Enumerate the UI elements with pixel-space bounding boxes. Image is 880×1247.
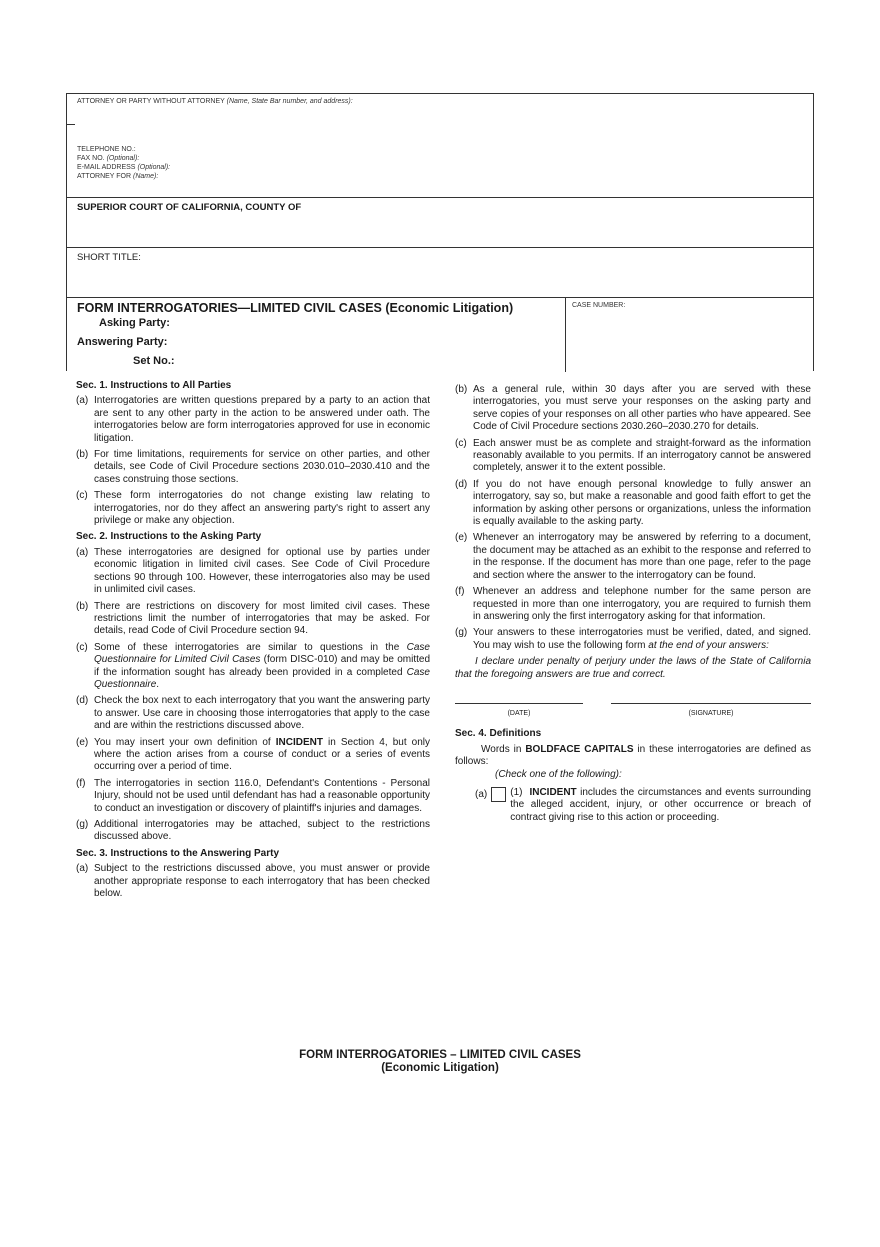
instruction-item [455,586,811,623]
instruction-item [455,627,811,652]
text-run: at the end of your answers: [648,639,769,651]
instruction-item [76,395,430,445]
item-text [473,586,811,623]
instruction-item [76,601,430,638]
item-label: (b) [455,384,468,395]
telephone-field[interactable]: TELEPHONE NO.: [77,146,136,153]
text-run: Some of these interrogatories are similar to questions in the [94,641,407,653]
set-no-field[interactable]: Set No.: [133,355,175,367]
attorney-label [77,97,353,106]
instruction-item [455,438,811,475]
section-4-heading: Sec. 4. Definitions [455,728,542,740]
instruction-item [76,695,430,732]
text-run: Additional interrogatories may be attached, subject to the restrictions discussed above. [94,819,430,843]
definition-a-label: (a) [475,789,488,801]
text-run: (form DISC-010) and may be omitted if the information sought has already been provided in a completed [94,654,431,678]
attorney-for-hint: (Name): [133,173,159,180]
definition-a-checkbox[interactable] [491,787,506,802]
text-run: As a general rule, within 30 days after you are served with these interrogatories, you must serve your responses on the asking party and serve copies of your responses on all other parties who have appeared. See Code of Civil Procedure sections 2030.260–2030.270 for details. [473,384,811,433]
definition-a-body [510,787,811,824]
text-run: These interrogatories are designed for optional use by parties under economic litigation in limited civil cases. See Code of Civil Procedure sections 90 through 100. However, these interrogatories also may be used in unlimited civil cases. [94,546,430,596]
instruction-item [76,490,430,527]
page-footer-title [0,1049,880,1075]
definition-a-term: INCIDENT [529,786,577,798]
declaration-text: I declare under penalty of perjury under the laws of the State of California that the foregoing answers are true and correct. [455,656,811,680]
text-run: Interrogatories are written questions prepared by a party to an action that are sent to any other party in the action to be answered under oath. The interrogatories below are form interrogatories approved for use in economic litigation. [94,395,430,444]
item-text [94,490,430,527]
text-run: Whenever an address and telephone number for the same person are requested in more than one interrogatory, you are required to furnish them in answering only the first interrogatory asking for that information. [473,586,811,622]
item-text [94,863,430,900]
item-label: (e) [76,736,89,748]
attorney-label-text: ATTORNEY OR PARTY WITHOUT ATTORNEY [77,98,225,105]
text-run: Check the box next to each interrogatory that you want the answering party to answer. Use care in choosing those interrogatories that apply to the case and are within the restrictions discussed above. [94,695,430,732]
text-run: . [156,678,160,690]
short-title-field[interactable] [67,247,813,298]
item-label: (c) [455,437,467,449]
footer-line-1: FORM INTERROGATORIES – LIMITED CIVIL CASES [299,1049,581,1061]
left-column [76,377,430,904]
sec4-intro-text-2: in these interrogatories are defined as follows: [455,743,811,768]
item-label: (a) [76,546,89,558]
text-run: Your answers to these interrogatories must be verified, dated, and signed. You may wish to use the following form [473,627,811,651]
item-text [94,819,430,844]
item-text [94,778,430,815]
text-run: There are restrictions on discovery for most limited civil cases. These restrictions limit the number of interrogatories that may be asked. For details, read Code of Civil Procedure section 94. [94,600,430,637]
right-items [455,384,811,652]
text-run: Each answer must be as complete and straight-forward as the information reasonably available to you permits. If an interrogatory cannot be answered completely, answer it to the extent possible. [473,437,811,474]
item-label: (c) [76,641,88,653]
case-number-label: CASE NUMBER: [572,302,626,309]
item-text [473,384,811,434]
text-run: Case Questionnaire for Limited Civil Cases [94,641,430,666]
instruction-item [76,642,430,692]
item-text [473,479,811,529]
contact-fields[interactable] [77,145,170,181]
text-run: These form interrogatories do not change existing law relating to interrogatories, nor do they affect an answering party's right to assert any privilege or make any objection. [94,490,430,527]
instruction-item [76,449,430,486]
attorney-for-field[interactable] [77,172,170,181]
instruction-item [455,532,811,582]
item-text [94,695,430,732]
item-text [473,438,811,475]
definition-a [455,787,811,824]
text-run: The interrogatories in section 116.0, Defendant's Contentions - Personal Injury, should not be used until defendant has had a reasonable opportunity to conduct an investigation or discovery of plaintiff's injuries and damages. [94,777,430,814]
item-label: (c) [76,490,88,502]
item-label: (d) [76,695,89,707]
court-field[interactable] [67,197,813,248]
court-label: SUPERIOR COURT OF CALIFORNIA, COUNTY OF [77,202,302,213]
section-heading: Sec. 2. Instructions to the Asking Party [76,531,262,543]
short-title-label: SHORT TITLE: [77,252,141,263]
item-text [94,449,430,486]
item-label: (a) [76,863,89,875]
email-hint: (Optional): [137,164,171,171]
instruction-item [76,547,430,597]
item-label: (f) [76,777,86,789]
attorney-for-label: ATTORNEY FOR [77,173,132,180]
instruction-item [455,384,811,434]
fax-hint: (Optional): [106,155,140,162]
sec4-check-instruction: (Check one of the following): [495,768,622,780]
caption-box [66,93,814,371]
section-heading: Sec. 3. Instructions to the Answering Party [76,847,280,859]
item-text [473,532,811,582]
instruction-item [76,819,430,844]
instruction-item [76,778,430,815]
item-text [473,627,811,652]
form-title: FORM INTERROGATORIES—LIMITED CIVIL CASES (Economic Litigation) [77,301,514,315]
item-text [94,642,430,692]
instruction-item [455,479,811,529]
item-text [94,601,430,638]
item-label: (b) [76,600,89,612]
item-text [94,547,430,597]
text-run: Whenever an interrogatory may be answered by referring to a document, the document may be attached as an exhibit to the response and referred to in the response. If the document has more than one page, refer to the page and section where the answer to the interrogatory can be found. [473,532,811,581]
right-column [455,384,811,824]
definition-a-text: includes the circumstances and events surrounding the alleged accident, injury, or other occurrence or breach of contract giving rise to this action or proceeding. [510,786,811,823]
item-label: (e) [455,532,468,544]
item-label: (d) [455,478,468,490]
definition-a-number: (1) [510,786,523,798]
item-text [94,737,430,774]
text-run: INCIDENT [275,736,323,748]
email-field[interactable] [77,163,170,172]
definition-a-label-wrap [475,787,510,824]
email-label: E-MAIL ADDRESS [77,164,136,171]
case-number-field[interactable] [565,298,631,372]
signature-lines [455,703,811,720]
sec4-intro [455,744,811,769]
text-run: in Section 4, but only where the action arises from a course of conduct or a series of events occurring over a period of time. [94,736,430,773]
form-title-row [67,297,813,372]
fax-label: FAX NO. [77,155,105,162]
item-label: (a) [76,395,89,407]
asking-party-field[interactable]: Asking Party: [99,317,170,329]
sec4-intro-bold: BOLDFACE CAPITALS [525,743,634,755]
signature-line[interactable]: (SIGNATURE) [611,703,811,720]
text-run: Subject to the restrictions discussed above, you must answer or provide another appropriate response to each interrogatory that has been checked below. [94,863,430,900]
answering-party-field[interactable]: Answering Party: [77,336,168,348]
text-run: If you do not have enough personal knowledge to fully answer an interrogatory, say so, but make a reasonable and good faith effort to get the information by asking other persons or organizations, unless the information is equally available to the asking party. [473,478,811,528]
instruction-item [76,737,430,774]
item-label: (f) [455,586,465,598]
fax-field[interactable] [77,154,170,163]
item-label: (b) [76,449,89,461]
text-run: You may insert your own definition of [94,736,276,748]
text-run: Case Questionnaire [94,666,430,690]
item-label: (g) [76,819,89,830]
item-label: (g) [455,627,468,639]
instruction-item [76,863,430,900]
footer-line-2: (Economic Litigation) [381,1062,499,1074]
date-line[interactable]: (DATE) [455,703,583,720]
sec4-intro-text: Words in [481,743,526,755]
text-run: For time limitations, requirements for service on other parties, and other details, see Code of Civil Procedure sections 2030.010–2030.410 and the cases construing those sections. [94,449,430,485]
item-text [94,395,430,445]
field-mark [67,124,75,125]
section-heading: Sec. 1. Instructions to All Parties [76,380,232,391]
attorney-hint: (Name, State Bar number, and address): [226,98,353,105]
